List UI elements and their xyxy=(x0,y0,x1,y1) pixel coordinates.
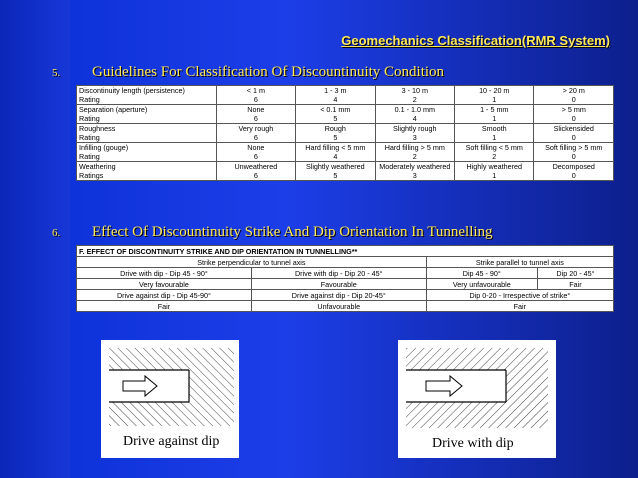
rating-value: 3 xyxy=(375,171,454,181)
rating-value: 2 xyxy=(375,152,454,162)
parameter-value: 3 - 10 m xyxy=(375,86,454,96)
rating-value: 0 xyxy=(534,152,614,162)
rating-value: 3 xyxy=(375,133,454,143)
table-cell: Dip 20 - 45° xyxy=(537,268,613,279)
parameter-value: < 0.1 mm xyxy=(296,105,375,115)
parameter-value: Slickensided xyxy=(534,124,614,134)
section-5-title: Guidelines For Classification Of Discountinuity Condition xyxy=(92,64,445,80)
parameter-label: Weathering xyxy=(77,162,217,172)
rating-value: 6 xyxy=(216,171,295,181)
rating-label: Rating xyxy=(77,133,217,143)
table-row xyxy=(77,124,614,134)
parameter-value: 1 - 3 m xyxy=(296,86,375,96)
rating-value: 6 xyxy=(216,95,295,105)
parameter-value: > 5 mm xyxy=(534,105,614,115)
drive-with-dip-figure xyxy=(398,340,556,458)
table-row xyxy=(77,143,614,153)
right-figure-caption: Drive with dip xyxy=(432,436,514,451)
parameter-value: 0.1 - 1.0 mm xyxy=(375,105,454,115)
rating-row xyxy=(77,95,614,105)
rating-value: 0 xyxy=(534,133,614,143)
rating-row xyxy=(77,171,614,181)
parameter-value: Decomposed xyxy=(534,162,614,172)
rating-value: 2 xyxy=(455,152,534,162)
parameter-value: Highly weathered xyxy=(455,162,534,172)
rating-value: 2 xyxy=(375,95,454,105)
parameter-value: 1 - 5 mm xyxy=(455,105,534,115)
left-figure-caption: Drive against dip xyxy=(123,434,220,449)
rating-value: 1 xyxy=(455,95,534,105)
parameter-value: Hard filling < 5 mm xyxy=(296,143,375,153)
parameter-value: < 1 m xyxy=(216,86,295,96)
perpendicular-header: Strike perpendicular to tunnel axis xyxy=(77,257,427,268)
rating-value: 6 xyxy=(216,152,295,162)
rating-value: 4 xyxy=(296,152,375,162)
slide-title: Geomechanics Classification(RMR System) xyxy=(341,33,610,48)
table-row xyxy=(77,162,614,172)
section-6-heading xyxy=(52,224,493,241)
table-cell: Very unfavourable xyxy=(426,279,537,290)
table-cell: Fair xyxy=(537,279,613,290)
strike-dip-table-title: F. EFFECT OF DISCONTINUITY STRIKE AND DIP ORIENTATION IN TUNNELLING** xyxy=(77,246,614,257)
rating-value: 6 xyxy=(216,114,295,124)
parallel-header: Strike parallel to tunnel axis xyxy=(426,257,613,268)
rating-value: 1 xyxy=(455,114,534,124)
rating-label: Rating xyxy=(77,95,217,105)
parameter-value: Unweathered xyxy=(216,162,295,172)
rating-value: 1 xyxy=(455,133,534,143)
strike-dip-table xyxy=(76,245,614,312)
parameter-value: > 20 m xyxy=(534,86,614,96)
drive-against-dip-figure xyxy=(101,340,239,458)
parameter-value: Soft filling < 5 mm xyxy=(455,143,534,153)
table-cell: Dip 0-20 - Irrespective of strike° xyxy=(426,290,613,301)
parameter-label: Infilling (gouge) xyxy=(77,143,217,153)
section-6-number: 6. xyxy=(52,227,61,239)
table-cell: Very favourable xyxy=(77,279,252,290)
parameter-value: Slightly rough xyxy=(375,124,454,134)
rating-label: Rating xyxy=(77,152,217,162)
parameter-value: Rough xyxy=(296,124,375,134)
section-6-title: Effect Of Discountinuity Strike And Dip Orientation In Tunnelling xyxy=(92,224,493,240)
rating-value: 6 xyxy=(216,133,295,143)
rating-value: 4 xyxy=(296,95,375,105)
rating-value: 0 xyxy=(534,171,614,181)
rating-value: 5 xyxy=(296,171,375,181)
table-cell: Unfavourable xyxy=(251,301,426,312)
rating-row xyxy=(77,114,614,124)
parameter-label: Separation (aperture) xyxy=(77,105,217,115)
rating-row xyxy=(77,152,614,162)
parameter-value: Smooth xyxy=(455,124,534,134)
rating-value: 0 xyxy=(534,114,614,124)
rating-row xyxy=(77,133,614,143)
rating-value: 1 xyxy=(455,171,534,181)
rating-value: 5 xyxy=(296,114,375,124)
section-5-number: 5. xyxy=(52,67,61,79)
table-row xyxy=(77,105,614,115)
table-cell: Fair xyxy=(77,301,252,312)
rating-value: 5 xyxy=(296,133,375,143)
parameter-value: Hard filling > 5 mm xyxy=(375,143,454,153)
rating-label: Rating xyxy=(77,114,217,124)
table-cell: Drive with dip - Dip 20 - 45° xyxy=(251,268,426,279)
rating-value: 4 xyxy=(375,114,454,124)
parameter-label: Roughness xyxy=(77,124,217,134)
table-cell: Drive against dip - Dip 45-90° xyxy=(77,290,252,301)
table-cell: Fair xyxy=(426,301,613,312)
table-cell: Drive with dip - Dip 45 - 90° xyxy=(77,268,252,279)
rating-value: 0 xyxy=(534,95,614,105)
drive-against-dip-diagram xyxy=(101,340,239,430)
parameter-value: Soft filling > 5 mm xyxy=(534,143,614,153)
section-5-heading xyxy=(52,64,445,81)
table-cell: Favourable xyxy=(251,279,426,290)
drive-with-dip-diagram xyxy=(398,340,556,432)
parameter-value: Moderately weathered xyxy=(375,162,454,172)
parameter-value: Slightly weathered xyxy=(296,162,375,172)
parameter-value: None xyxy=(216,105,295,115)
table-cell: Dip 45 - 90° xyxy=(426,268,537,279)
parameter-label: Discontinuity length (persistence) xyxy=(77,86,217,96)
parameter-value: Very rough xyxy=(216,124,295,134)
discontinuity-table xyxy=(76,85,614,181)
parameter-value: None xyxy=(216,143,295,153)
rating-label: Ratings xyxy=(77,171,217,181)
parameter-value: 10 - 20 m xyxy=(455,86,534,96)
table-cell: Drive against dip - Dip 20-45° xyxy=(251,290,426,301)
table-row xyxy=(77,86,614,96)
